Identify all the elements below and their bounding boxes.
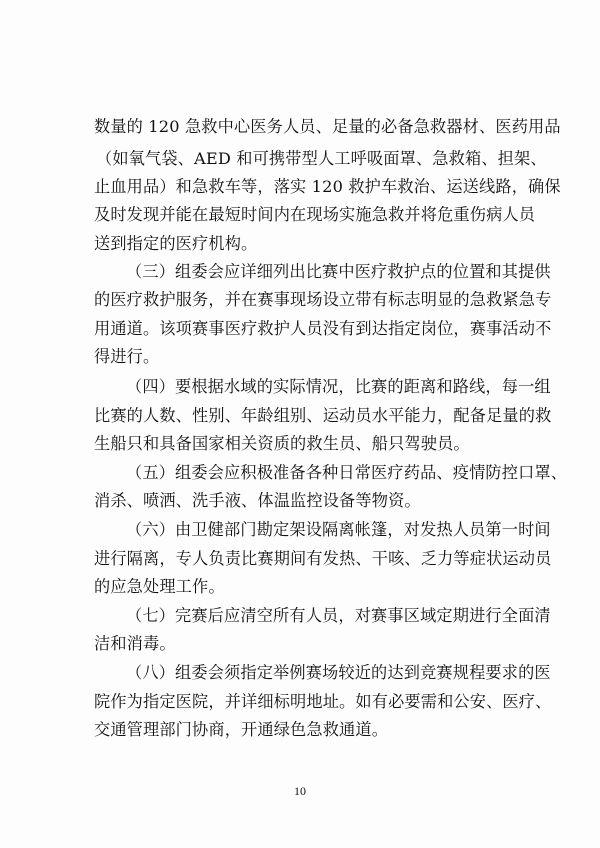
text-line: （七）完赛后应清空所有人员，对赛事区域定期进行全面清 xyxy=(126,606,551,625)
text-line: 比赛的人数、性别、年龄组别、运动员水平能力，配备足量的救 xyxy=(94,406,552,425)
text-line: 洁和消毒。 xyxy=(94,634,176,653)
text-line: 生船只和具备国家相关资质的救生员、船只驾驶员。 xyxy=(94,434,470,453)
text-line: 用通道。该项赛事医疗救护人员没有到达指定岗位，赛事活动不 xyxy=(94,319,552,338)
text-line: 的医疗救护服务，并在赛事现场设立带有标志明显的急救紧急专 xyxy=(94,290,552,309)
page-number: 10 xyxy=(294,784,306,798)
text-line: （四）要根据水域的实际情况，比赛的距离和路线，每一组 xyxy=(126,377,551,396)
text-line: （五）组委会应积极准备各种日常医疗药品、疫情防控口罩、 xyxy=(126,463,568,482)
text-line: 止血用品）和急救车等，落实 120 救护车救治、运送线路，确保 xyxy=(94,177,561,196)
text-line: （如氧气袋、AED 和可携带型人工呼吸面罩、急救箱、担架、 xyxy=(96,149,547,168)
text-line: 得进行。 xyxy=(94,347,160,366)
text-line: （六）由卫健部门勘定架设隔离帐篷，对发热人员第一时间 xyxy=(126,520,551,539)
text-line: 院作为指定医院，并详细标明地址。如有必要需和公安、医疗、 xyxy=(94,692,552,711)
text-line: 交通管理部门协商，开通绿色急救通道。 xyxy=(94,720,389,739)
text-line: 及时发现并能在最短时间内在现场实施急救并将危重伤病人员 xyxy=(94,205,536,224)
text-line: 消杀、喷洒、洗手液、体温监控设备等物资。 xyxy=(94,491,421,510)
text-line: （八）组委会须指定举例赛场较近的达到竞赛规程要求的医 xyxy=(126,663,551,682)
text-line: 数量的 120 急救中心医务人员、足量的必备急救器材、医药用品 xyxy=(94,117,561,136)
text-line: 送到指定的医疗机构。 xyxy=(94,234,258,253)
text-line: 的应急处理工作。 xyxy=(94,577,225,596)
text-line: 进行隔离，专人负责比赛期间有发热、干咳、乏力等症状运动员 xyxy=(94,549,552,568)
text-line: （三）组委会应详细列出比赛中医疗救护点的位置和其提供 xyxy=(126,262,551,281)
